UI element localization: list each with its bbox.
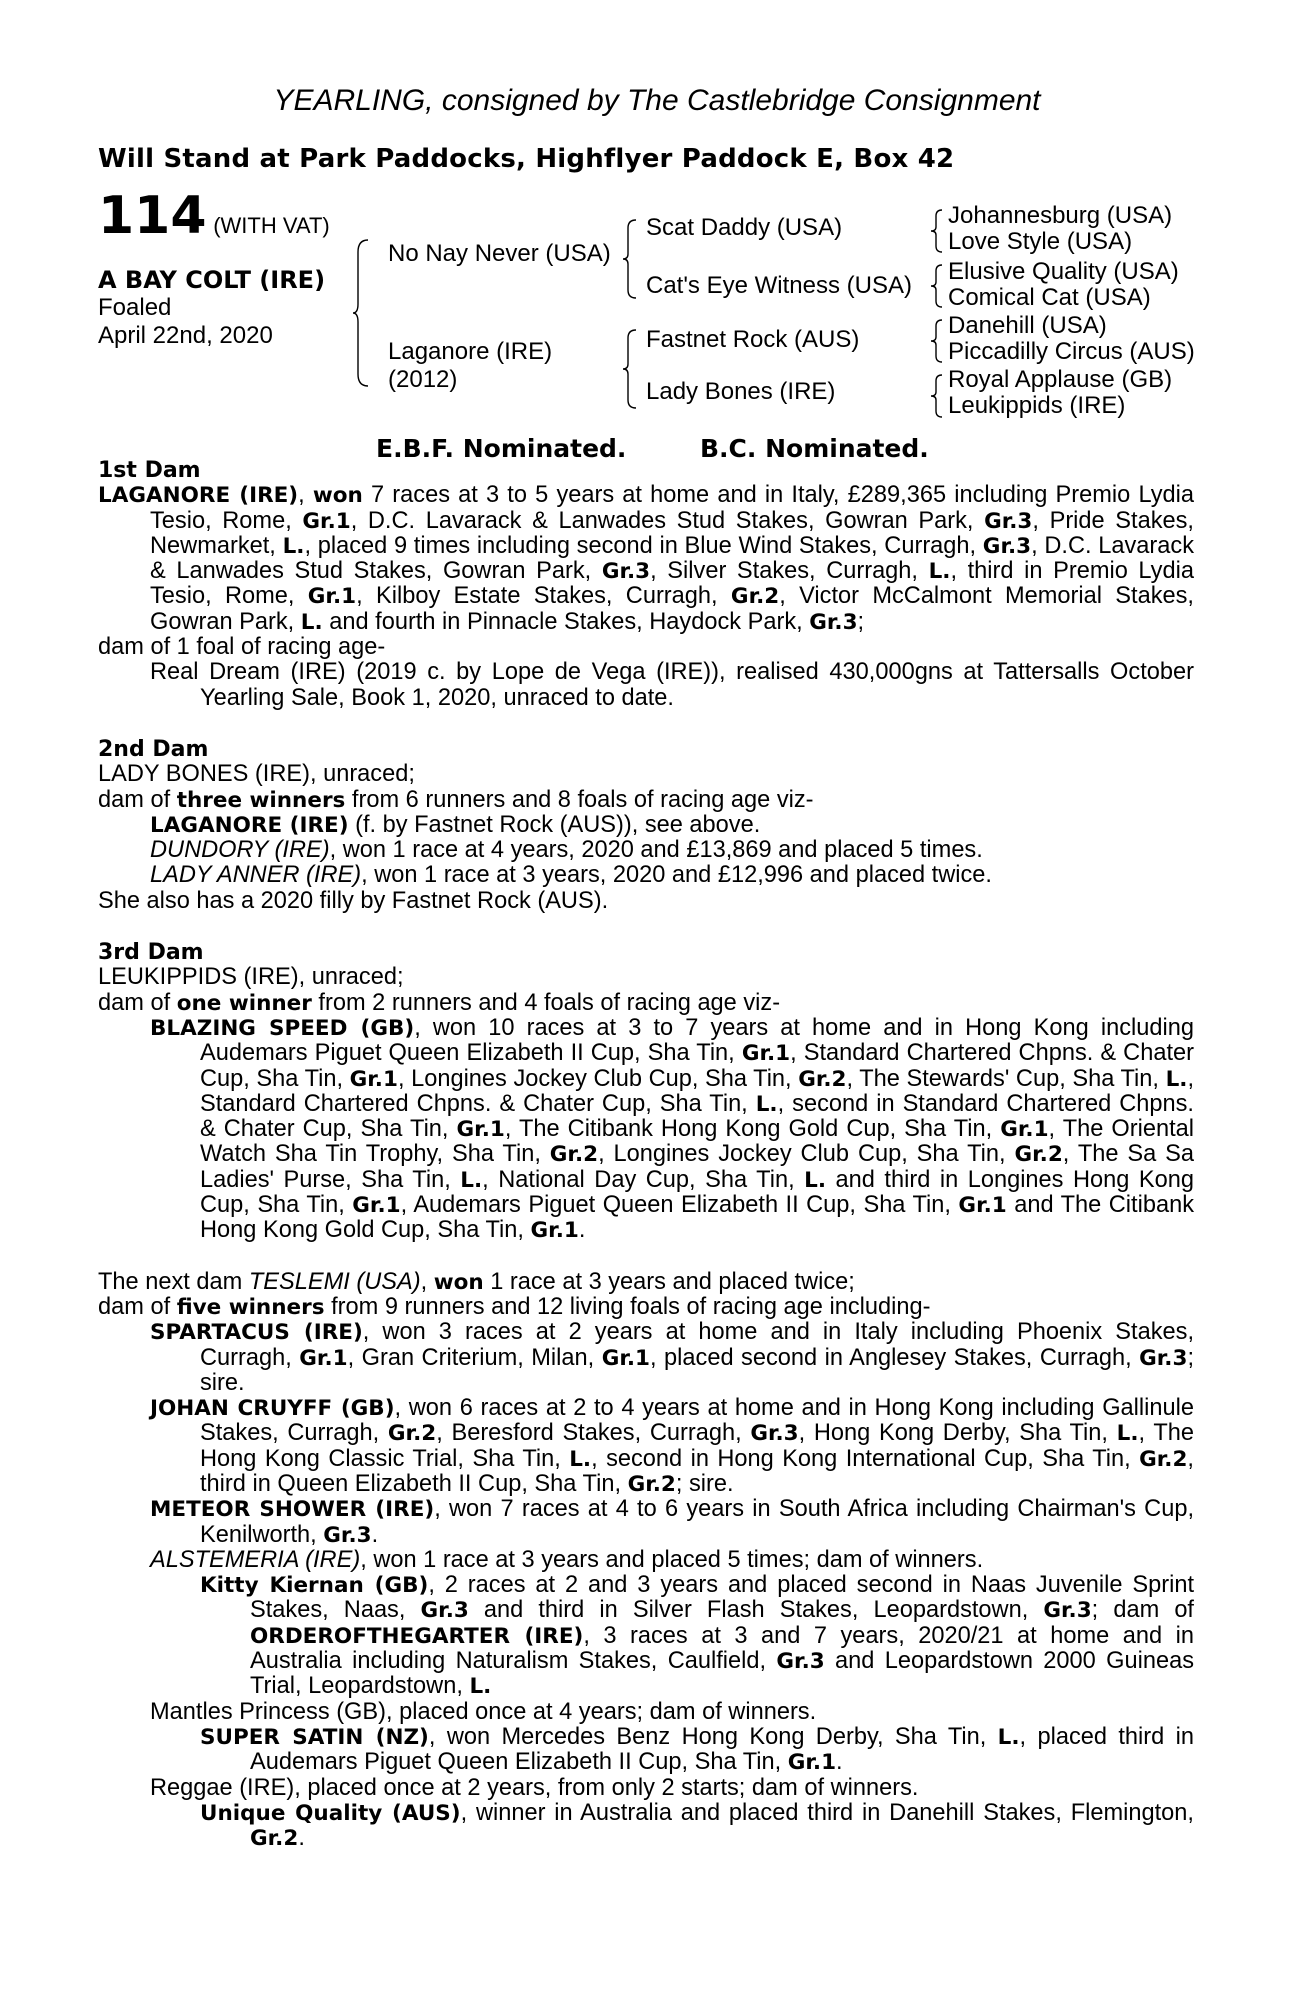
grandparent-2: Love Style (USA) bbox=[948, 228, 1133, 255]
second-dam-name: LADY BONES (IRE), unraced; bbox=[98, 761, 415, 788]
next-dam-grand-produce-kitty-kiernan: Kitty Kiernan (GB), 2 races at 2 and 3 years and placed second in Naas Juvenile Sprint Stakes, Naas, Gr.3 and third in Silver Flash Stakes, Leopardstown, Gr.3; dam of ORDEROFTHEGARTER (IRE), 3 races at 3 and 7 years, 2020/21 at home and in Australia including Naturalism Stakes, Caulfield, Gr.3 and Leopardstown 2000 Guineas Trial, Leopardstown, L. bbox=[200, 1572, 1195, 1700]
next-dam-produce-spartacus: SPARTACUS (IRE), won 3 races at 2 years at home and in Italy including Phoenix Stakes, Curragh, Gr.1, Gran Criterium, Milan, Gr.1, placed second in Anglesey Stakes, Curragh, Gr.3; sire. bbox=[150, 1319, 1194, 1396]
next-dam-produce-alstemeria: ALSTEMERIA (IRE), won 1 race at 3 years and placed 5 times; dam of winners. bbox=[150, 1546, 984, 1573]
sire-name: No Nay Never (USA) bbox=[388, 240, 611, 267]
catalogue-body bbox=[98, 458, 1194, 1851]
pedigree-brace-main bbox=[352, 238, 370, 388]
pedigree-brace-g78 bbox=[930, 373, 944, 419]
consignment-heading: YEARLING, consigned by The Castlebridge Consignment bbox=[273, 84, 1041, 117]
lot-info bbox=[98, 186, 330, 350]
first-dam-title: 1st Dam bbox=[98, 458, 201, 483]
next-dam-grand-produce-unique-quality: Unique Quality (AUS), winner in Australia and placed third in Danehill Stakes, Flemington, Gr.2. bbox=[200, 1799, 1194, 1852]
second-dam-produce-3: LADY ANNER (IRE), won 1 race at 3 years, 2020 and £12,996 and placed twice. bbox=[150, 862, 992, 889]
pedigree-brace-sire bbox=[622, 218, 638, 300]
pedigree-brace-g56 bbox=[930, 318, 944, 364]
third-dam-produce-1: BLAZING SPEED (GB), won 10 races at 3 to 7 years at home and in Hong Kong including Audemars Piguet Queen Elizabeth II Cup, Sha Tin, Gr.1, Standard Chartered Chpns. & Chater Cup, Sha Tin, Gr.1, Longines Jockey Club Cup, Sha Tin, Gr.2, The Stewards' Cup, Sha Tin, L., Standard Chartered Chpns. & Chater Cup, Sha Tin, L., second in Standard Chartered Chpns. & Chater Cup, Sha Tin, Gr.1, The Citibank Hong Kong Gold Cup, Sha Tin, Gr.1, The Oriental Watch Sha Tin Trophy, Sha Tin, Gr.2, Longines Jockey Club Cup, Sha Tin, Gr.2, The Sa Sa Ladies' Purse, Sha Tin, L., National Day Cup, Sha Tin, L. and third in Longines Hong Kong Cup, Sha Tin, Gr.1, Audemars Piguet Queen Elizabeth II Cup, Sha Tin, Gr.1 and The Citibank Hong Kong Gold Cup, Sha Tin, Gr.1. bbox=[150, 1014, 1194, 1244]
lot-description: A BAY COLT (IRE) bbox=[98, 266, 326, 294]
second-dam-produce-2: DUNDORY (IRE), won 1 race at 4 years, 2020 and £13,869 and placed 5 times. bbox=[150, 837, 983, 864]
first-dam-foal: Real Dream (IRE) (2019 c. by Lope de Vega (IRE)), realised 430,000gns at Tattersalls October Yearling Sale, Book 1, 2020, unraced to date. bbox=[150, 659, 1194, 711]
second-dam-also: She also has a 2020 filly by Fastnet Rock (AUS). bbox=[98, 887, 609, 914]
grandparent-4: Comical Cat (USA) bbox=[948, 284, 1151, 311]
pedigree-brace-dam bbox=[622, 328, 638, 410]
next-dam-dam-of: dam of five winners from 9 runners and 12 living foals of racing age including- bbox=[98, 1293, 931, 1320]
next-dam-produce-mantles-princess: Mantles Princess (GB), placed once at 4 years; dam of winners. bbox=[150, 1698, 817, 1725]
second-dam-produce-1: LAGANORE (IRE) (f. by Fastnet Rock (AUS)), see above. bbox=[150, 811, 761, 838]
first-dam-record: LAGANORE (IRE), won 7 races at 3 to 5 years at home and in Italy, £289,365 including Premio Lydia Tesio, Rome, Gr.1, D.C. Lavarack & Lanwades Stud Stakes, Gowran Park, Gr.3, Pride Stakes, Newmarket, L., placed 9 times including second in Blue Wind Stakes, Curragh, Gr.3, D.C. Lavarack & Lanwades Stud Stakes, Gowran Park, Gr.3, Silver Stakes, Curragh, L., third in Premio Lydia Tesio, Rome, Gr.1, Kilboy Estate Stakes, Curragh, Gr.2, Victor McCalmont Memorial Stakes, Gowran Park, L. and fourth in Pinnacle Stakes, Haydock Park, Gr.3; bbox=[98, 482, 1194, 635]
second-dam-title: 2nd Dam bbox=[98, 736, 209, 762]
next-dam-intro: The next dam TESLEMI (USA), won 1 race at 3 years and placed twice; bbox=[98, 1268, 855, 1295]
next-dam-grand-produce-super-satin: SUPER SATIN (NZ), won Mercedes Benz Hong Kong Derby, Sha Tin, L., placed third in Audemars Piguet Queen Elizabeth II Cup, Sha Tin, Gr.1. bbox=[200, 1723, 1194, 1776]
third-dam-dam-of: dam of one winner from 2 runners and 4 foals of racing age viz- bbox=[98, 989, 781, 1016]
sire-dam-name: Cat's Eye Witness (USA) bbox=[646, 272, 912, 299]
grandparent-3: Elusive Quality (USA) bbox=[948, 258, 1179, 285]
foaled-label: Foaled bbox=[98, 294, 172, 321]
ebf-nominated: E.B.F. Nominated. bbox=[376, 434, 627, 463]
third-dam-name: LEUKIPPIDS (IRE), unraced; bbox=[98, 964, 404, 991]
third-dam-title: 3rd Dam bbox=[98, 940, 204, 966]
foaled-date: April 22nd, 2020 bbox=[98, 322, 273, 349]
second-dam-dam-of: dam of three winners from 6 runners and 8 foals of racing age viz- bbox=[98, 786, 814, 813]
grandparent-1: Johannesburg (USA) bbox=[948, 202, 1173, 229]
grandparent-6: Piccadilly Circus (AUS) bbox=[948, 338, 1195, 365]
grandparent-8: Leukippids (IRE) bbox=[948, 392, 1126, 419]
dam-sire-name: Fastnet Rock (AUS) bbox=[646, 326, 860, 353]
next-dam-produce-johan-cruyff: JOHAN CRUYFF (GB), won 6 races at 2 to 4 years at home and in Hong Kong including Gallinule Stakes, Curragh, Gr.2, Beresford Stakes, Curragh, Gr.3, Hong Kong Derby, Sha Tin, L., The Hong Kong Classic Trial, Sha Tin, L., second in Hong Kong International Cup, Sha Tin, Gr.2, third in Queen Elizabeth II Cup, Sha Tin, Gr.2; sire. bbox=[150, 1395, 1195, 1497]
first-dam-dam-of: dam of 1 foal of racing age- bbox=[98, 634, 386, 661]
bc-nominated: B.C. Nominated. bbox=[700, 434, 929, 463]
lot-number: 114 bbox=[98, 186, 207, 246]
vat-label: (WITH VAT) bbox=[213, 213, 330, 238]
dam-year: (2012) bbox=[388, 366, 458, 393]
next-dam-produce-meteor-shower: METEOR SHOWER (IRE), won 7 races at 4 to 6 years in South Africa including Chairman's Cup, Kenilworth, Gr.3. bbox=[150, 1496, 1194, 1548]
pedigree-brace-g12 bbox=[930, 208, 944, 254]
pedigree-brace-g34 bbox=[930, 263, 944, 309]
next-dam-produce-reggae: Reggae (IRE), placed once at 2 years, from only 2 starts; dam of winners. bbox=[150, 1774, 919, 1801]
dam-name: Laganore (IRE) bbox=[388, 338, 553, 365]
grandparent-7: Royal Applause (GB) bbox=[948, 366, 1173, 393]
sire-sire-name: Scat Daddy (USA) bbox=[646, 214, 843, 241]
grandparent-5: Danehill (USA) bbox=[948, 312, 1107, 339]
dam-dam-name: Lady Bones (IRE) bbox=[646, 378, 836, 405]
stand-location: Will Stand at Park Paddocks, Highflyer Paddock E, Box 42 bbox=[98, 144, 955, 174]
